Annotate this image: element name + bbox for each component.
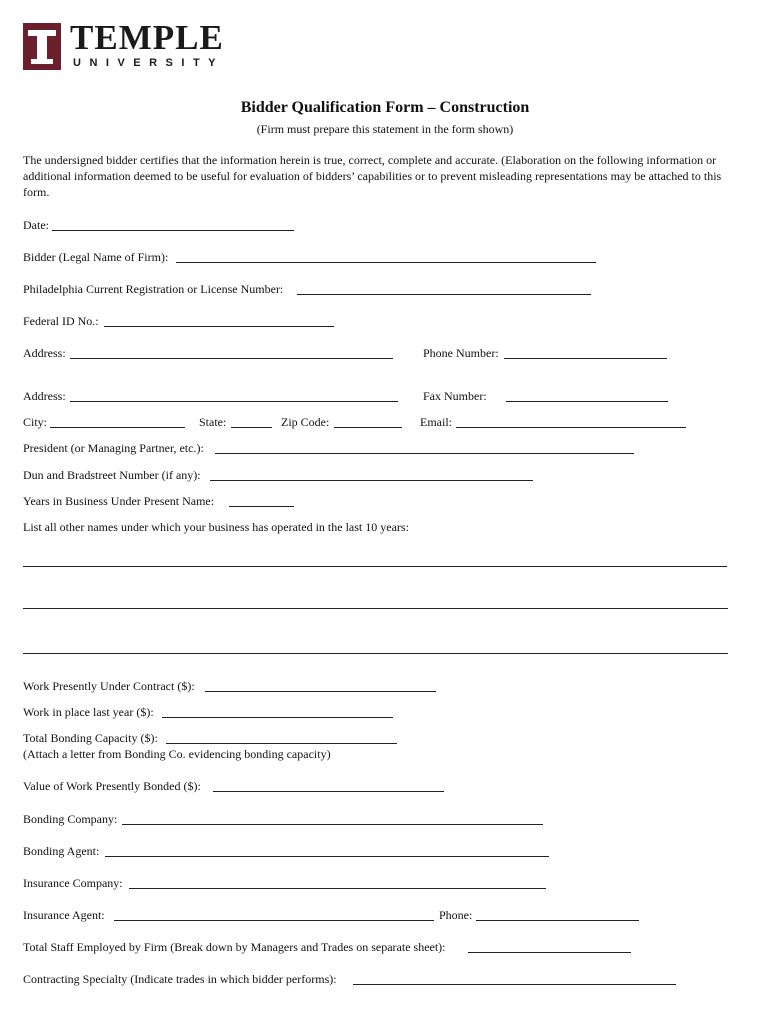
- address2-field[interactable]: [70, 401, 398, 402]
- other-names-line-2[interactable]: [23, 608, 728, 609]
- state-label: State:: [199, 415, 227, 429]
- bidder-field[interactable]: [176, 262, 596, 263]
- bonding-agent-field[interactable]: [105, 856, 549, 857]
- work-contract-label: Work Presently Under Contract ($):: [23, 679, 195, 693]
- president-label: President (or Managing Partner, etc.):: [23, 441, 204, 455]
- form-subtitle: (Firm must prepare this statement in the form shown): [256, 122, 514, 136]
- dun-field[interactable]: [210, 480, 533, 481]
- phone1-field[interactable]: [504, 358, 667, 359]
- email-field[interactable]: [456, 427, 686, 428]
- fax-field[interactable]: [506, 401, 668, 402]
- insurance-agent-label: Insurance Agent:: [23, 908, 105, 922]
- logo-subtext: UNIVERSITY: [73, 57, 225, 69]
- bonding-company-label: Bonding Company:: [23, 812, 118, 826]
- email-label: Email:: [420, 415, 452, 429]
- years-field[interactable]: [229, 506, 294, 507]
- insurance-agent-field[interactable]: [114, 920, 434, 921]
- zip-label: Zip Code:: [281, 415, 330, 429]
- address2-label: Address:: [23, 389, 66, 403]
- years-label: Years in Business Under Present Name:: [23, 494, 215, 508]
- federal-id-label: Federal ID No.:: [23, 314, 99, 328]
- federal-id-field[interactable]: [104, 326, 334, 327]
- bidder-label: Bidder (Legal Name of Firm):: [23, 250, 169, 264]
- work-contract-field[interactable]: [205, 691, 436, 692]
- zip-field[interactable]: [334, 427, 402, 428]
- insurance-company-field[interactable]: [129, 888, 546, 889]
- address1-label: Address:: [23, 346, 66, 360]
- specialty-field[interactable]: [353, 984, 676, 985]
- dun-label: Dun and Bradstreet Number (if any):: [23, 468, 201, 482]
- registration-label: Philadelphia Current Registration or License Number:: [23, 282, 284, 296]
- city-field[interactable]: [50, 427, 185, 428]
- phone2-label: Phone:: [439, 908, 473, 922]
- other-names-label: List all other names under which your business has operated in the last 10 years:: [23, 520, 409, 534]
- total-staff-label: Total Staff Employed by Firm (Break down by Managers and Trades on separate sheet):: [23, 940, 446, 954]
- bonding-capacity-field[interactable]: [166, 743, 397, 744]
- value-bonded-field[interactable]: [213, 791, 444, 792]
- logo-wordmark: TEMPLE: [70, 18, 224, 57]
- president-field[interactable]: [215, 453, 634, 454]
- temple-logo-icon: [23, 23, 61, 70]
- date-label: Date:: [23, 218, 49, 232]
- date-field[interactable]: [52, 230, 294, 231]
- form-title: Bidder Qualification Form – Construction: [240, 99, 530, 116]
- intro-paragraph: The undersigned bidder certifies that the information herein is true, correct, complete and accurate. (Elaboration on the following information or additional information deemed to be useful for evaluation of bidders’ capabilities or to prevent misleading representations may be attached to this form.: [23, 153, 722, 199]
- fax-label: Fax Number:: [423, 389, 487, 403]
- bonding-agent-label: Bonding Agent:: [23, 844, 100, 858]
- work-last-year-label: Work in place last year ($):: [23, 705, 154, 719]
- phone2-field[interactable]: [476, 920, 639, 921]
- bonding-capacity-note: (Attach a letter from Bonding Co. evidencing bonding capacity): [23, 747, 331, 761]
- value-bonded-label: Value of Work Presently Bonded ($):: [23, 779, 201, 793]
- bonding-company-field[interactable]: [122, 824, 543, 825]
- address1-field[interactable]: [70, 358, 393, 359]
- other-names-line-3[interactable]: [23, 653, 728, 654]
- phone1-label: Phone Number:: [423, 346, 499, 360]
- specialty-label: Contracting Specialty (Indicate trades in which bidder performs):: [23, 972, 337, 986]
- insurance-company-label: Insurance Company:: [23, 876, 123, 890]
- state-field[interactable]: [231, 427, 272, 428]
- registration-field[interactable]: [297, 294, 591, 295]
- total-staff-field[interactable]: [468, 952, 631, 953]
- city-label: City:: [23, 415, 48, 429]
- bonding-capacity-label: Total Bonding Capacity ($):: [23, 731, 158, 745]
- other-names-line-1[interactable]: [23, 566, 727, 567]
- work-last-year-field[interactable]: [162, 717, 393, 718]
